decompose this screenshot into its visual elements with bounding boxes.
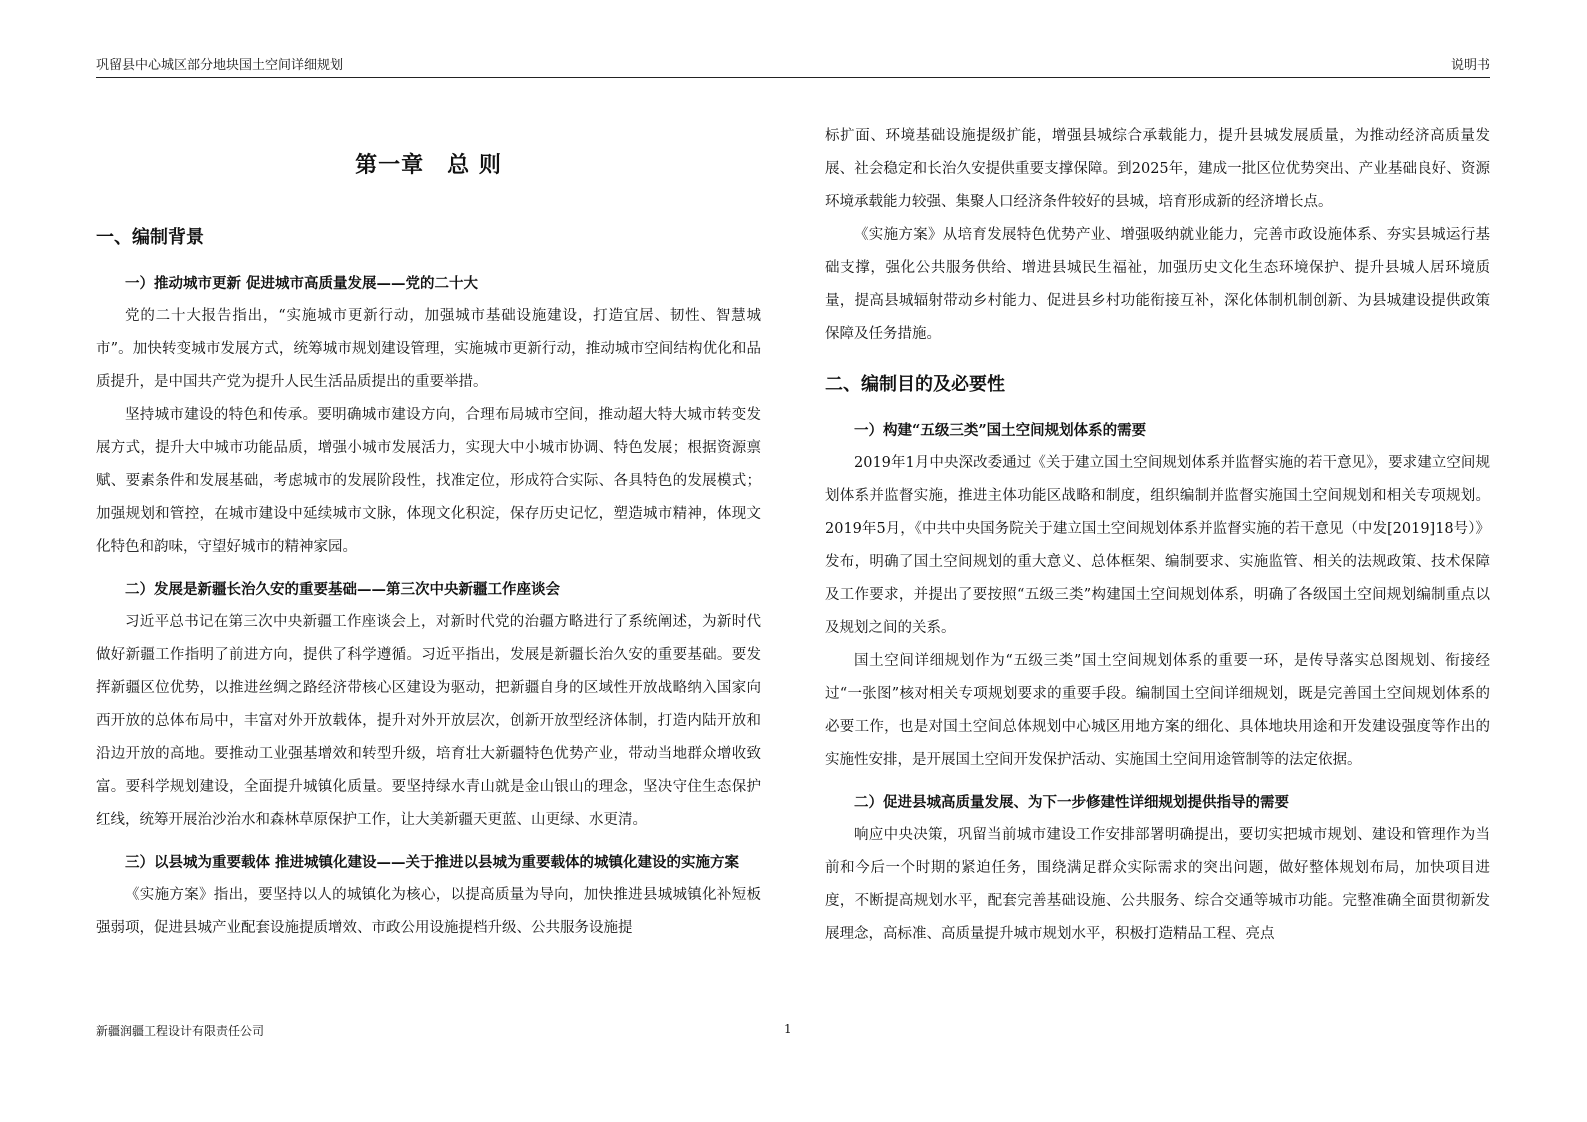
paragraph: 国土空间详细规划作为“五级三类”国土空间规划体系的重要一环，是传导落实总图规划、衔接经过“一张图”核对相关专项规划要求的重要手段。编制国土空间详细规划，既是完善国土空间规划体系的必要工作，也是对国土空间总体规划中心城区用地方案的细化、具体地块用途和开发建设强度等作出的实施性安排，是开展国土空间开发保护活动、实施国土空间用途管制等的法定依据。	[825, 653, 1490, 768]
subsection-heading-planning-system: 一）构建“五级三类”国土空间规划体系的需要	[854, 422, 1147, 439]
paragraph: 响应中央决策，巩留当前城市建设工作安排部署明确提出，要切实把城市规划、建设和管理作为当前和今后一个时期的紧迫任务，围绕满足群众实际需求的突出问题，做好整体规划布局，加快项目进度，不断提高规划水平，配套完善基础设施、公共服务、综合交通等城市功能。完整准确全面贯彻新发展理念，高标准、高质量提升城市规划水平，积极打造精品工程、亮点	[825, 827, 1490, 942]
document-title: 巩留县中心城区部分地块国土空间详细规划	[96, 58, 344, 73]
paragraph: 《实施方案》指出，要坚持以人的城镇化为核心，以提高质量为导向，加快推进县城城镇化补短板强弱项，促进县城产业配套设施提质增效、市政公用设施提档升级、公共服务设施提	[96, 887, 761, 936]
paragraph: 习近平总书记在第三次中央新疆工作座谈会上，对新时代党的治疆方略进行了系统阐述，为新时代做好新疆工作指明了前进方向，提供了科学遵循。习近平指出，发展是新疆长治久安的重要基础。要发挥新疆区位优势，以推进丝绸之路经济带核心区建设为驱动，把新疆自身的区域性开放战略纳入国家向西开放的总体布局中，丰富对外开放载体，提升对外开放层次，创新开放型经济体制，打造内陆开放和沿边开放的高地。要推动工业强基增效和转型升级，培育壮大新疆特色优势产业，带动当地群众增收致富。要科学规划建设，全面提升城镇化质量。要坚持绿水青山就是金山银山的理念，坚决守住生态保护红线，统筹开展治沙治水和森林草原保护工作，让大美新疆天更蓝、山更绿、水更清。	[96, 614, 761, 828]
document-type: 说明书	[1450, 58, 1490, 73]
subsection-heading-xinjiang: 二）发展是新疆长治久安的重要基础——第三次中央新疆工作座谈会	[125, 581, 560, 598]
page-footer	[96, 1022, 1490, 1040]
page-header	[96, 57, 1490, 78]
subsection-heading-county-town: 三）以县城为重要载体 推进城镇化建设——关于推进以县城为重要载体的城镇化建设的实施方案	[125, 854, 740, 871]
paragraph: 党的二十大报告指出，“实施城市更新行动，加强城市基础设施建设，打造宜居、韧性、智慧城市”。加快转变城市发展方式，统筹城市规划建设管理，实施城市更新行动，推动城市空间结构优化和品质提升，是中国共产党为提升人民生活品质提出的重要举措。	[96, 308, 761, 390]
section-heading-background: 一、编制背景	[96, 227, 204, 248]
right-column	[825, 120, 1490, 951]
paragraph: 《实施方案》从培育发展特色优势产业、增强吸纳就业能力，完善市政设施体系、夯实县城运行基础支撑，强化公共服务供给、增进县城民生福祉，加强历史文化生态环境保护、提升县城人居环境质量，提高县城辐射带动乡村能力、促进县乡村功能衔接互补，深化体制机制创新、为县城建设提供政策保障及任务措施。	[825, 227, 1490, 342]
chapter-title: 第一章 总 则	[355, 152, 502, 178]
company-name: 新疆润疆工程设计有限责任公司	[96, 1024, 265, 1038]
subsection-heading-urban-renewal: 一）推动城市更新 促进城市高质量发展——党的二十大	[125, 275, 479, 292]
section-heading-purpose: 二、编制目的及必要性	[825, 374, 1005, 395]
left-column	[96, 120, 761, 945]
page-number: 1	[784, 1022, 792, 1036]
paragraph: 2019年1月中央深改委通过《关于建立国土空间规划体系并监督实施的若干意见》，要求建立空间规划体系并监督实施，推进主体功能区战略和制度，组织编制并监督实施国土空间规划和相关专项规划。2019年5月，《中共中央国务院关于建立国土空间规划体系并监督实施的若干意见（中发[2019]18号）》发布，明确了国土空间规划的重大意义、总体框架、编制要求、实施监管、相关的法规政策、技术保障及工作要求，并提出了要按照“五级三类”构建国土空间规划体系，明确了各级国土空间规划编制重点以及规划之间的关系。	[825, 455, 1490, 636]
paragraph: 坚持城市建设的特色和传承。要明确城市建设方向，合理布局城市空间，推动超大特大城市转变发展方式，提升大中城市功能品质，增强小城市发展活力，实现大中小城市协调、特色发展；根据资源禀赋、要素条件和发展基础，考虑城市的发展阶段性，找准定位，形成符合实际、各具特色的发展模式；加强规划和管控，在城市建设中延续城市文脉，体现文化积淀，保存历史记忆，塑造城市精神，体现文化特色和韵味，守望好城市的精神家园。	[96, 407, 761, 555]
paragraph-continued: 标扩面、环境基础设施提级扩能，增强县城综合承载能力，提升县城发展质量，为推动经济高质量发展、社会稳定和长治久安提供重要支撑保障。到2025年，建成一批区位优势突出、产业基础良好、资源环境承载能力较强、集聚人口经济条件较好的县城，培育形成新的经济增长点。	[825, 128, 1490, 210]
subsection-heading-development: 二）促进县城高质量发展、为下一步修建性详细规划提供指导的需要	[854, 794, 1289, 811]
